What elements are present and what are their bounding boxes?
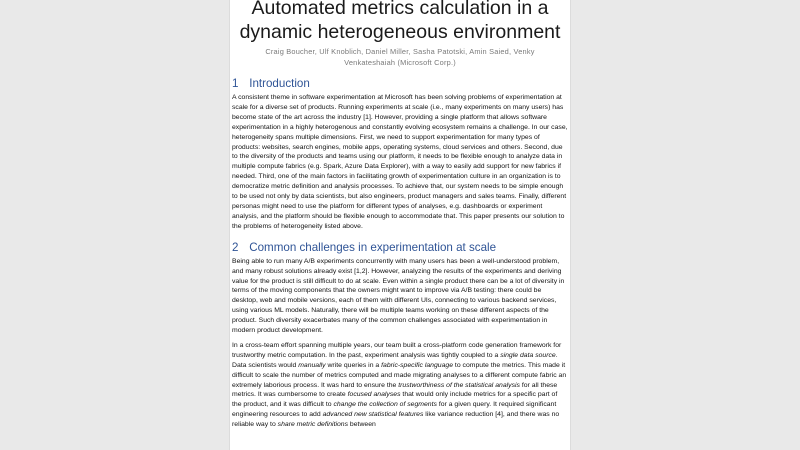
challenges-paragraph-1: Being able to run many A/B experiments concurrently with many users has been a well-understood problem, and many robust solutions already exist [1,2]. However, analyzing the results of the experiments and deriving value for the product is still difficult to do at scale. Even within a single product there can be a lot of diversity in terms of the moving components that the owners might want to improve via A/B testing: there could be desktop, web and mobile versions, each of them with different UIs, connecting to various backend services, using various ML models. Naturally, there will be multiple teams working on these different aspects of the product. Such diversity exacerbates many of the common challenges associated with experimentation in modern product development. [232, 257, 565, 335]
authors-line-2: Venkateshaiah (Microsoft Corp.) [344, 58, 456, 67]
paper-authors [232, 46, 568, 68]
text-run: for a given query. It required significant engineering resources to add [232, 401, 557, 419]
text-run: In a cross-team effort spanning multiple years, our team built a cross-platform code generation framework for trustworthy metric computation. In the past, experiment analysis was tightly coupled to a [232, 341, 562, 359]
title-line-2: dynamic heterogeneous environment [239, 21, 561, 43]
emphasis-run: trustworthiness of the statistical analysis [398, 381, 520, 389]
emphasis-run: share metric definitions [277, 421, 349, 429]
text-run: that would only include metrics for a specific part of the product, and it was difficult to [232, 391, 558, 409]
section-heading-challenges [232, 241, 568, 255]
text-run: for all these metrics. It was cumbersome to create [232, 381, 558, 399]
section-number: 1 [232, 77, 239, 90]
paper-title [232, 0, 568, 44]
emphasis-run: advanced new statistical features [322, 411, 424, 419]
section-title: Common challenges in experimentation at scale [249, 240, 497, 254]
section-title: Introduction [249, 77, 310, 90]
emphasis-run: fabric-specific language [381, 361, 454, 369]
emphasis-run: single data source [500, 351, 556, 359]
intro-paragraph: A consistent theme in software experimentation at Microsoft has been solving problems of experimentation at scale for a diverse set of products. Running experiments at scale (i.e., many experiments on many users) has become state of the art across the industry [1]. However, providing a single platform that allows software experimentation in a highly heterogenous and constantly evolving ecosystem remains a challenge. In our case, heterogeneity spans multiple dimensions. First, we need to support experimentation for many types of products: websites, search engines, mobile apps, operating systems, cloud services and others. Second, due to the diversity of the products and teams using our platform, it needs to be flexible enough to analyze data in multiple compute fabrics (e.g. Spark, Azure Data Explorer), with a way to easily add support for new fabrics if needed. Third, one of the main factors in facilitating growth of experimentation culture in an organization is to democratize metric definition and analysis processes. To achieve that, our system needs to be simple enough to be used not only by data scientists, but also engineers, product managers and sales teams. Finally, different personas might need to use the platform for different types of analyses, e.g. dashboards or experiment analysis, and the platform should be flexible enough to accommodate that. This paper presents our solution to the problems of heterogeneity listed above. [232, 94, 568, 230]
emphasis-run: focused analyses [347, 391, 401, 399]
section-heading-introduction [232, 77, 568, 91]
section-number: 2 [232, 240, 239, 254]
text-run: write queries in a [325, 361, 382, 369]
text-run: . Data scientists would [232, 351, 558, 369]
emphasis-run: manually [298, 361, 326, 369]
paper-page [230, 0, 570, 450]
paper-content [230, 0, 570, 430]
text-run: like variance reduction [4], and there was no reliable way to [232, 411, 560, 429]
emphasis-run: change the collection of segments [333, 401, 437, 409]
text-run: to compute the metrics. This made it difficult to scale the number of metrics computed and made migrating analyses to a different compute fabric an extremely laborious process. It was hard to ensure the [232, 361, 567, 389]
challenges-paragraph-2 [232, 341, 568, 430]
text-run: between [348, 421, 376, 429]
authors-line-1: Craig Boucher, Ulf Knoblich, Daniel Miller, Sasha Patotski, Amin Saied, Venky [265, 47, 535, 56]
title-line-1: Automated metrics calculation in a [251, 0, 549, 19]
